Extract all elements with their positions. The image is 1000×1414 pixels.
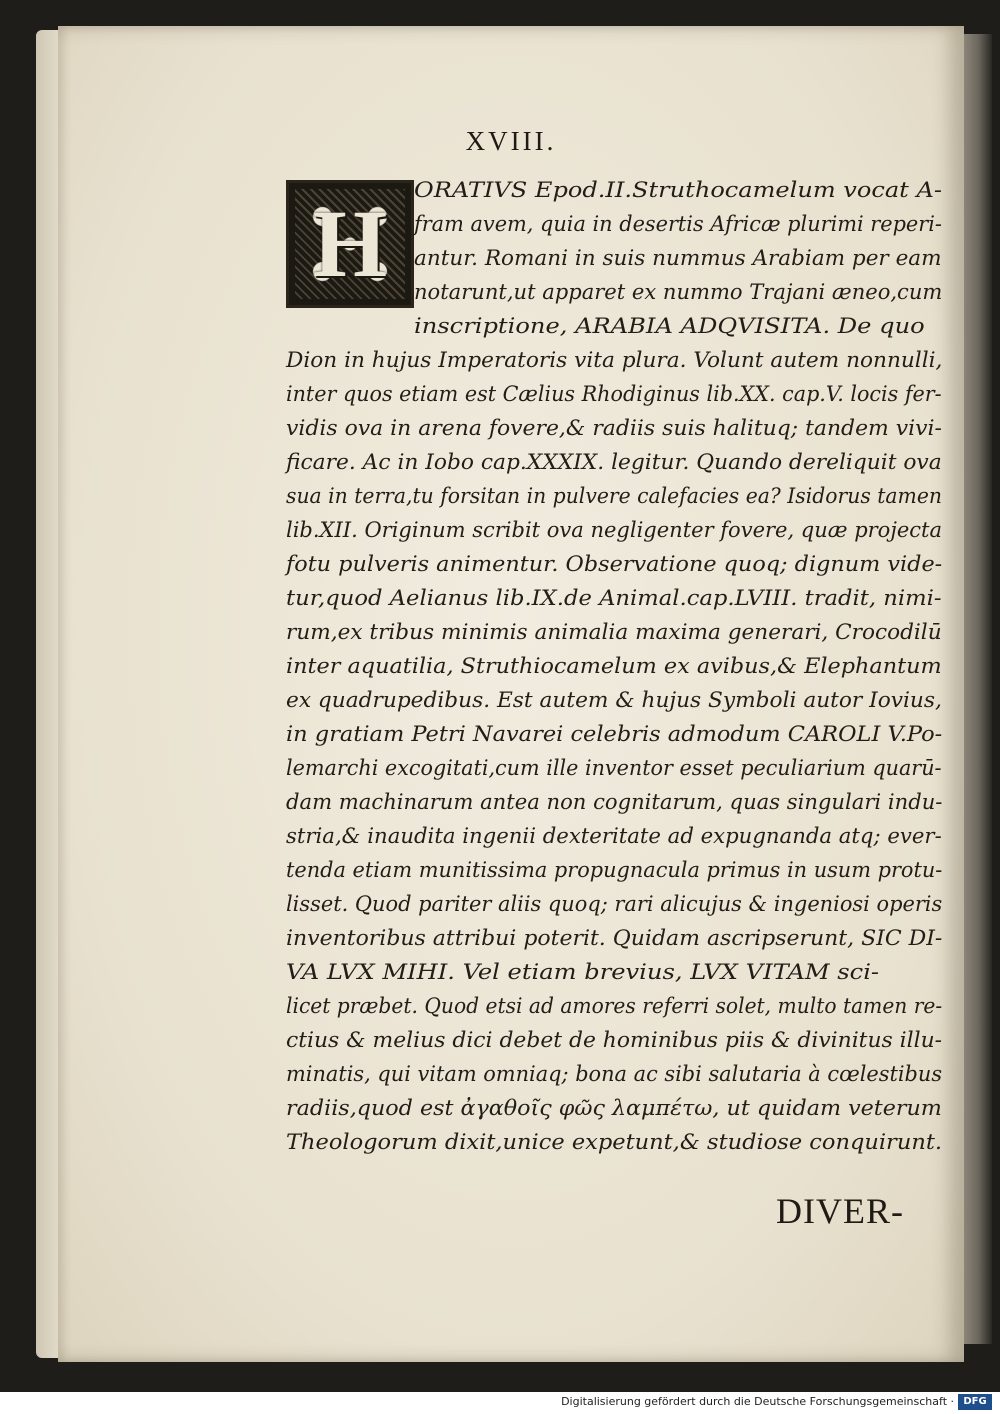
dfg-logo-icon: DFG xyxy=(958,1394,992,1410)
text-line: stria,& inaudita ingenii dexteritate ad expugnanda atq; ever- xyxy=(286,824,942,848)
text-line: vidis ova in arena fovere,& radiis suis halituq; tandem vivi- xyxy=(286,416,942,440)
text-line: VA LVX MIHI. Vel etiam brevius, LVX VITAM sci- xyxy=(286,960,880,984)
text-line: ficare. Ac in Iobo cap.XXXIX. legitur. Quando dereliquit ova xyxy=(286,450,942,474)
text-line: lemarchi excogitati,cum ille inventor esset peculiarium quarū- xyxy=(286,756,942,780)
text-line: inter aquatilia, Struthiocamelum ex avibus,& Elephantum xyxy=(286,654,942,678)
text-line: Dion in hujus Imperatoris vita plura. Volunt autem nonnulli, xyxy=(286,348,943,372)
text-line: in gratiam Petri Navarei celebris admodum CAROLI V.Po- xyxy=(286,722,943,746)
text-line: radiis,quod est ἀγαθοῖς φῶς λαμπέτω, ut quidam veterum xyxy=(286,1096,942,1120)
page-heading: XVIII. xyxy=(465,126,557,156)
text-line: sua in terra,tu forsitan in pulvere calefacies ea? Isidorus tamen xyxy=(286,484,943,508)
text-line: fram avem, quia in desertis Africæ plurimi reperi- xyxy=(414,212,942,236)
text-line: antur. Romani in suis nummus Arabiam per eam xyxy=(414,246,942,270)
text-line: inscriptione, ARABIA ADQVISITA. De quo xyxy=(414,314,925,338)
text-line: lib.XII. Originum scribit ova negligenter fovere, quæ projecta xyxy=(286,518,942,542)
text-line: Theologorum dixit,unice expetunt,& studiose conquirunt. xyxy=(286,1130,943,1154)
initial-ornament xyxy=(295,189,405,299)
text-line: rum,ex tribus minimis animalia maxima generari, Crocodilū xyxy=(286,620,942,644)
text-line: inventoribus attribui poterit. Quidam ascripserunt, SIC DI- xyxy=(286,926,943,950)
text-line: tenda etiam munitissima propugnacula primus in usum protu- xyxy=(286,858,943,882)
text-line: lisset. Quod pariter aliis quoq; rari alicujus & ingeniosi operis xyxy=(286,892,943,916)
catchword: DIVER- xyxy=(776,1191,904,1231)
footer-bar xyxy=(0,1392,1000,1414)
text-line: inter quos etiam est Cælius Rhodiginus lib.XX. cap.V. locis fer- xyxy=(286,382,942,406)
text-line: ORATIVS Epod.II.Struthocamelum vocat A- xyxy=(414,178,942,202)
text-line: licet præbet. Quod etsi ad amores referri solet, multo tamen re- xyxy=(286,994,943,1018)
book-page xyxy=(58,26,964,1362)
funding-note: Digitalisierung gefördert durch die Deutsche Forschungsgemeinschaft · xyxy=(561,1395,954,1408)
decorated-initial xyxy=(286,180,414,308)
text-line: tur,quod Aelianus lib.IX.de Animal.cap.LVIII. tradit, nimi- xyxy=(286,586,942,610)
text-line: ctius & melius dici debet de hominibus piis & divinitus illu- xyxy=(286,1028,943,1052)
text-line: notarunt,ut apparet ex nummo Trajani æneo,cum xyxy=(414,280,943,304)
text-line: ex quadrupedibus. Est autem & hujus Symboli autor Iovius, xyxy=(286,688,942,712)
text-line: minatis, qui vitam omniaq; bona ac sibi salutaria à cœlestibus xyxy=(286,1062,943,1086)
initial-letter: H xyxy=(312,190,388,297)
text-line: dam machinarum antea non cognitarum, quas singulari indu- xyxy=(286,790,943,814)
text-line: fotu pulveris animentur. Observatione quoq; dignum vide- xyxy=(286,552,943,576)
